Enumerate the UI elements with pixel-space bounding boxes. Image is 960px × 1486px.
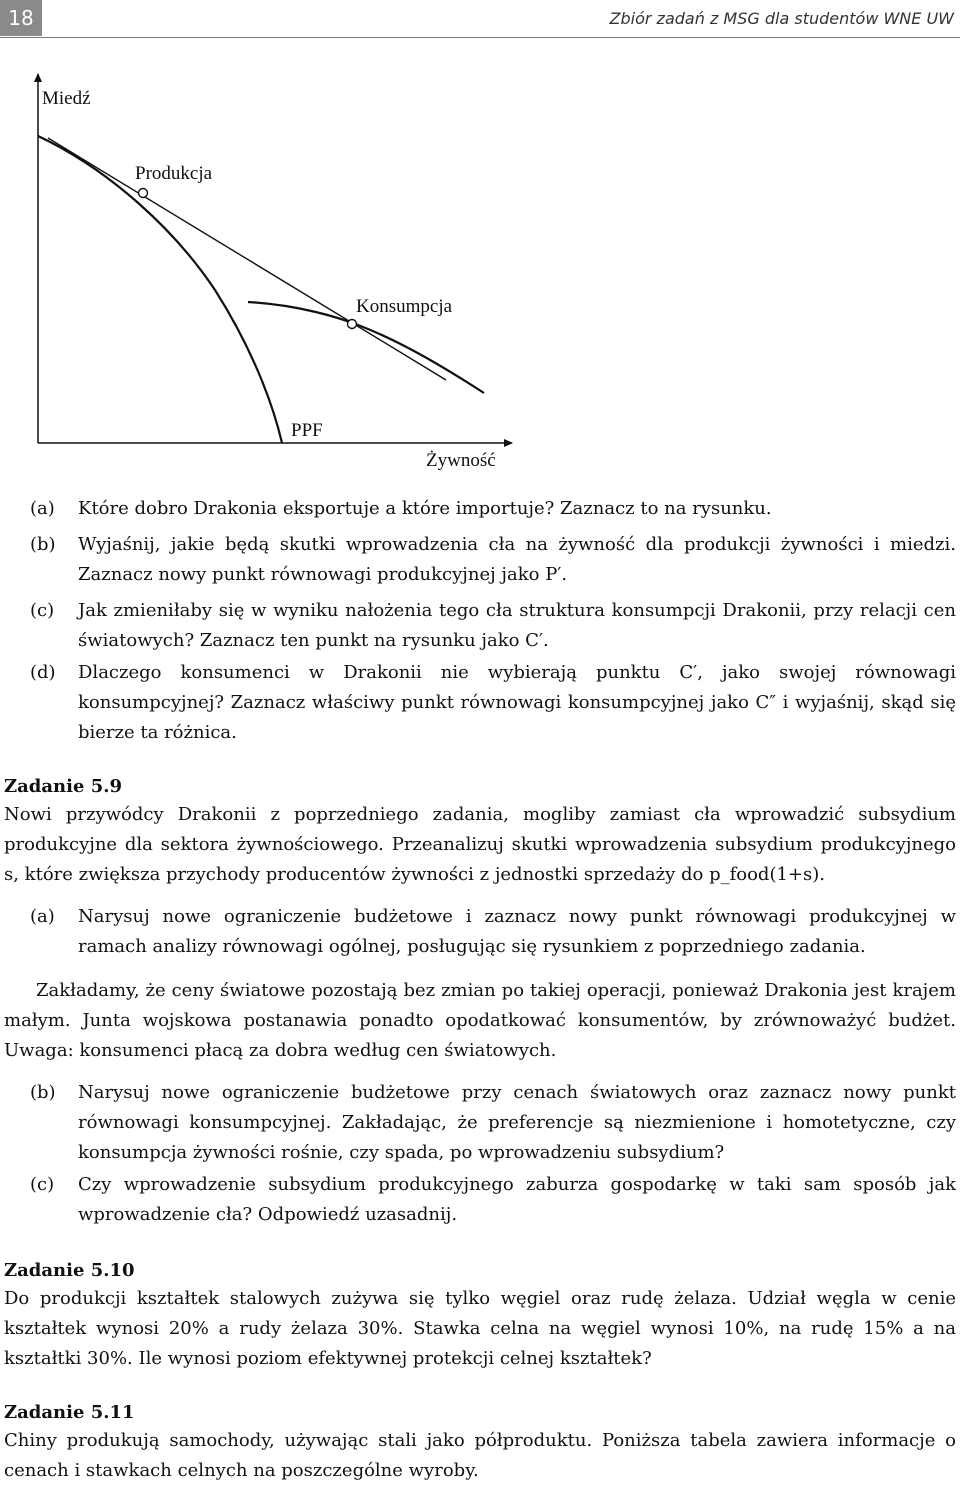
ppf-figure [0,60,560,480]
production-label: Produkcja [135,163,213,184]
production-point [139,189,148,198]
item-text: Wyjaśnij, jakie będą skutki wprowadzenia cła na żywność dla produkcji żywności i miedzi. Zaznacz nowy punkt równowagi produkcyjnej jako P′. [78,534,956,585]
item-label: (a) [30,498,55,519]
task-5-9-item-c [30,1170,956,1230]
item-label: (c) [30,600,55,621]
item-text: Czy wprowadzenie subsydium produkcyjnego zaburza gospodarkę w taki sam sposób jak wprowadzenie cła? Odpowiedź uzasadnij. [78,1174,956,1225]
task-text: Do produkcji kształtek stalowych zużywa się tylko węgiel oraz rudę żelaza. Udział węgla w cenie kształtek wynosi 20% a rudy żelaza 30%. Stawka celna na węgiel wynosi 10%, na rudę 15% a na kształtki 30%. Ile wynosi poziom efektywnej protekcji celnej kształtek? [4,1288,956,1369]
task-heading: Zadanie 5.11 [4,1402,135,1423]
item-text: Narysuj nowe ograniczenie budżetowe przy cenach światowych oraz zaznacz nowy punkt równowagi konsumpcyjnej. Zakładając, że preferencje są niezmienione i homotetyczne, czy konsumpcja żywności rośnie, czy spada, po wprowadzeniu subsydium? [78,1082,956,1163]
item-label: (c) [30,1174,55,1195]
price-line [48,138,446,380]
task-5-9-item-a [30,902,956,962]
consumption-label: Konsumpcja [356,296,453,317]
item-label: (b) [30,1082,56,1103]
middle-paragraph: Zakładamy, że ceny światowe pozostają bez zmian po takiej operacji, ponieważ Drakonia jest krajem małym. Junta wojskowa postanawia ponadto opodatkować konsumentów, by zrównoważyć budżet. Uwaga: konsumenci płacą za dobra według cen światowych. [4,980,956,1061]
task-5-8-item-c [30,596,956,656]
task-heading: Zadanie 5.10 [4,1260,135,1281]
item-label: (a) [30,906,55,927]
task-text: Chiny produkują samochody, używając stali jako półproduktu. Poniższa tabela zawiera informacje o cenach i stawkach celnych na poszczególne wyroby. [4,1430,956,1481]
task-5-8-item-a [30,494,956,524]
item-label: (b) [30,534,56,555]
ppf-diagram [0,60,560,480]
page-number: 18 [0,0,42,36]
task-5-8-item-d [30,658,956,748]
task-5-10 [4,1258,956,1374]
task-5-9-item-b [30,1078,956,1168]
item-text: Jak zmieniłaby się w wyniku nałożenia tego cła struktura konsumpcji Drakonii, przy relacji cen światowych? Zaznacz ten punkt na rysunku jako C′. [78,600,956,651]
item-text: Które dobro Drakonia eksportuje a które importuje? Zaznacz to na rysunku. [78,498,772,519]
task-5-11 [4,1400,956,1486]
task-5-9 [4,774,956,890]
item-text: Dlaczego konsumenci w Drakonii nie wybierają punktu C′, jako swojej równowagi konsumpcyjnej? Zaznacz właściwy punkt równowagi konsumpcyjnej jako C″ i wyjaśnij, skąd się bierze ta różnica. [78,662,956,743]
running-title: Zbiór zadań z MSG dla studentów WNE UW [609,9,954,28]
x-axis-label: Żywność [426,450,496,471]
ppf-label: PPF [291,420,323,441]
header-rule [0,37,960,38]
task-5-8-item-b [30,530,956,590]
item-label: (d) [30,662,56,683]
task-intro: Nowi przywódcy Drakonii z poprzedniego zadania, mogliby zamiast cła wprowadzić subsydium produkcyjne dla sektora żywnościowego. Przeanalizuj skutki wprowadzenia subsydium produkcyjnego s, które zwiększa przychody producentów żywności z jednostki sprzedaży do p_food(1+s). [4,804,956,885]
item-text: Narysuj nowe ograniczenie budżetowe i zaznacz nowy punkt równowagi produkcyjnej w ramach analizy równowagi ogólnej, posługując się rysunkiem z poprzedniego zadania. [78,906,956,957]
task-heading: Zadanie 5.9 [4,776,123,797]
task-5-9-middle [4,976,956,1066]
y-axis-label: Miedź [42,88,91,109]
consumption-point [348,320,357,329]
page-header [0,0,960,40]
